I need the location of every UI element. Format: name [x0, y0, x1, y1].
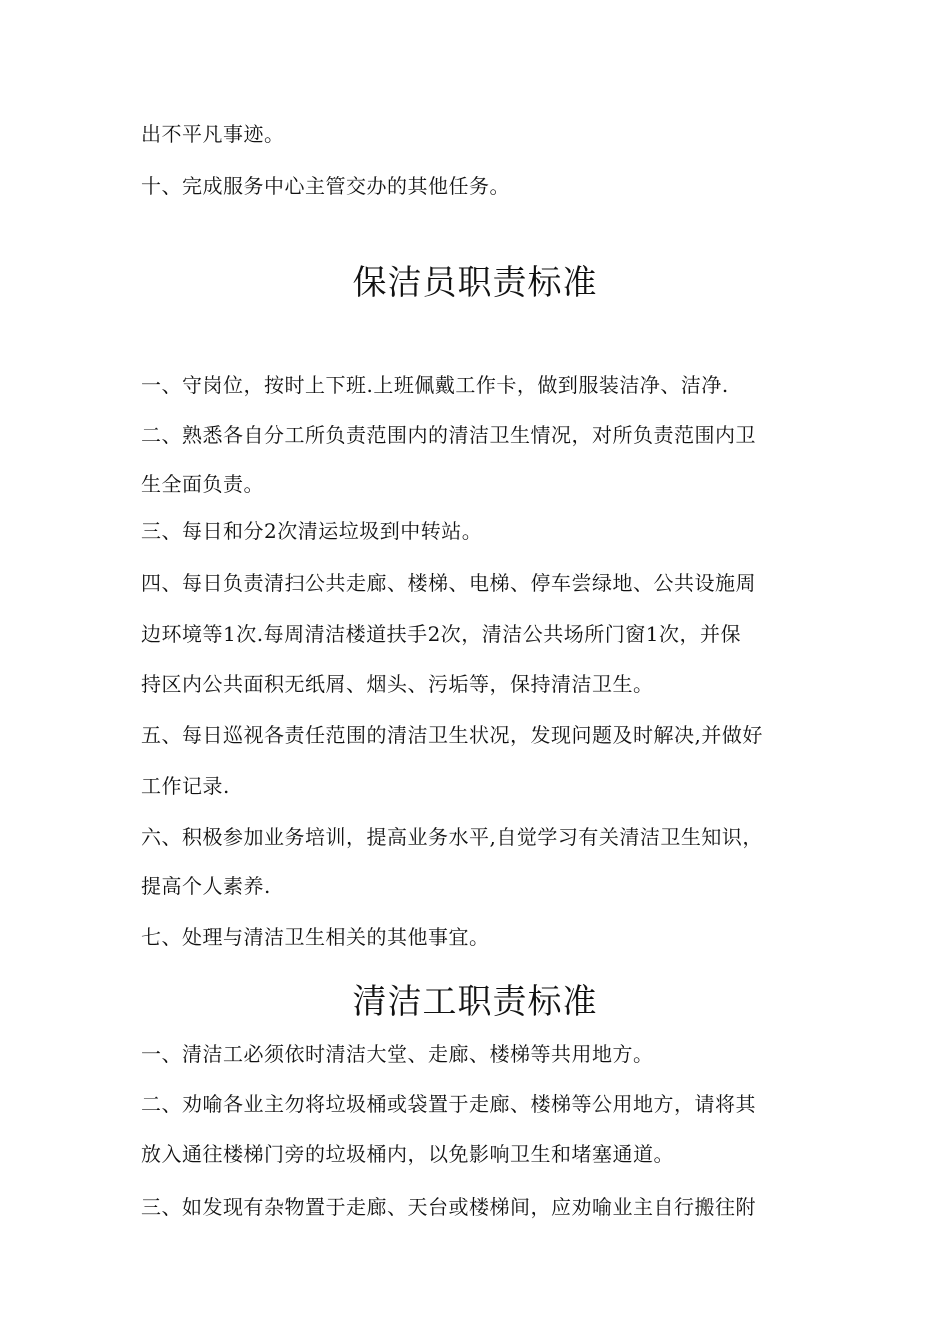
paragraph-line: 一、清洁工必须依时清洁大堂、走廊、楼梯等共用地方。: [141, 1042, 654, 1066]
section-title: 保洁员职责标准: [352, 263, 598, 303]
paragraph-line: 工作记录.: [141, 774, 230, 798]
paragraph-line: 五、每日巡视各责任范围的清洁卫生状况，发现问题及时解决,并做好: [141, 723, 763, 747]
paragraph-line: 出不平凡事迹。: [141, 122, 285, 146]
paragraph-line: 提高个人素养.: [141, 874, 271, 898]
paragraph-line: 四、每日负责清扫公共走廊、楼梯、电梯、停车尝绿地、公共设施周: [141, 571, 756, 595]
paragraph-line: 三、每日和分2次清运垃圾到中转站。: [141, 519, 483, 543]
paragraph-line: 生全面负责。: [141, 472, 264, 496]
paragraph-line: 一、守岗位，按时上下班.上班佩戴工作卡，做到服装洁净、洁净.: [141, 373, 729, 397]
paragraph-line: 二、熟悉各自分工所负责范围内的清洁卫生情况，对所负责范围内卫: [141, 423, 756, 447]
paragraph-line: 十、完成服务中心主管交办的其他任务。: [141, 174, 510, 198]
paragraph-line: 六、积极参加业务培训，提高业务水平,自觉学习有关清洁卫生知识，: [141, 825, 763, 849]
paragraph-line: 二、劝喻各业主勿将垃圾桶或袋置于走廊、楼梯等公用地方，请将其: [141, 1092, 756, 1116]
paragraph-line: 放入通往楼梯门旁的垃圾桶内，以免影响卫生和堵塞通道。: [141, 1142, 674, 1166]
section-title: 清洁工职责标准: [352, 982, 598, 1022]
paragraph-line: 边环境等1次.每周清洁楼道扶手2次，清洁公共场所门窗1次，并保: [141, 622, 742, 646]
paragraph-line: 三、如发现有杂物置于走廊、天台或楼梯间，应劝喻业主自行搬往附: [141, 1195, 756, 1219]
paragraph-line: 持区内公共面积无纸屑、烟头、污垢等，保持清洁卫生。: [141, 672, 654, 696]
paragraph-line: 七、处理与清洁卫生相关的其他事宜。: [141, 925, 490, 949]
